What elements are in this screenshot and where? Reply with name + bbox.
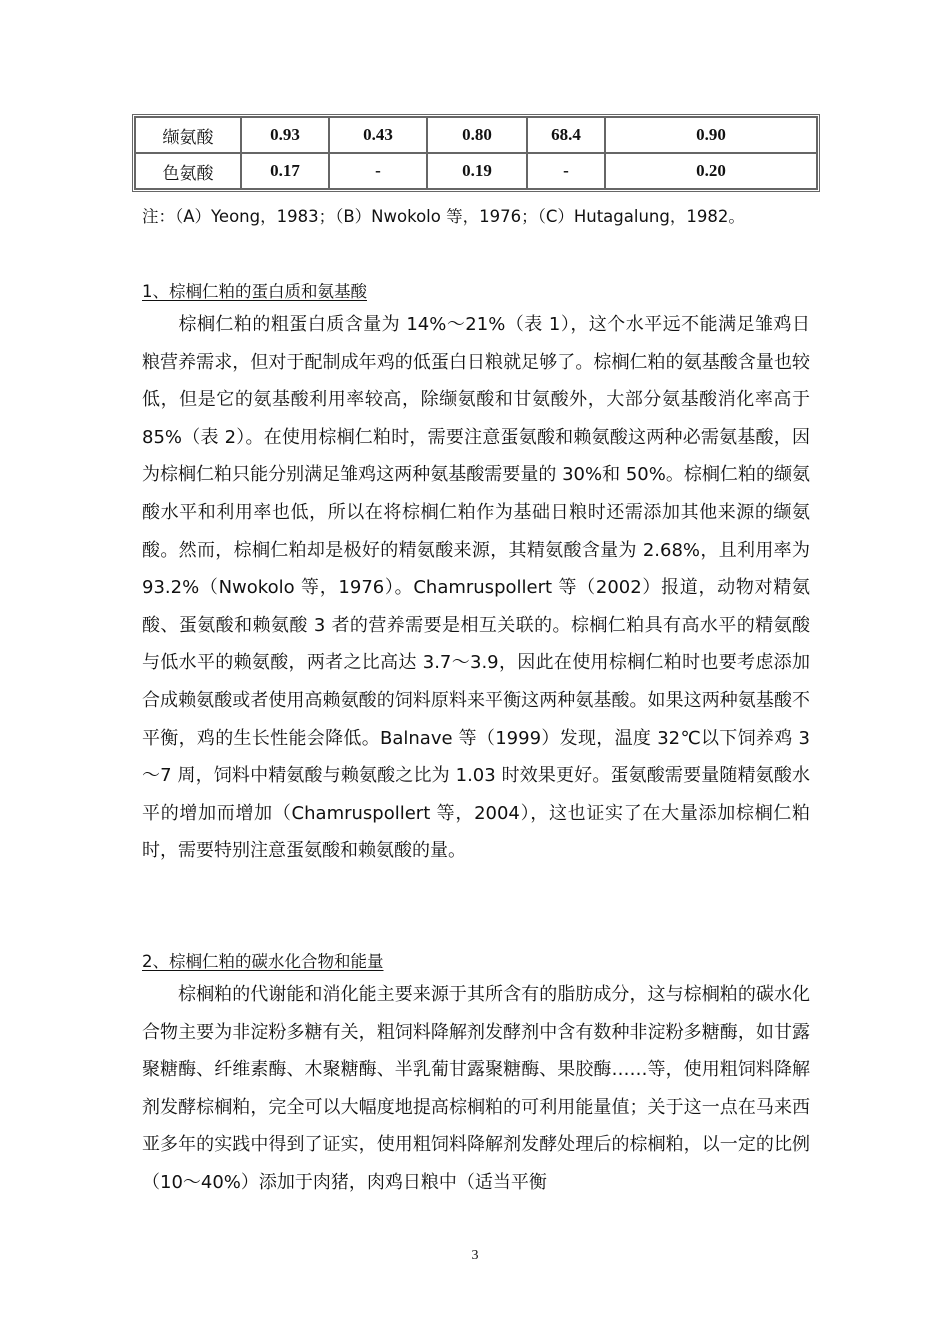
section-2-body [142, 976, 810, 1202]
table-cell-name: 缬氨酸 [135, 117, 241, 153]
table-cell-name: 色氨酸 [135, 153, 241, 189]
table-cell: - [329, 153, 427, 189]
section-1-text: 棕榈仁粕的粗蛋白质含量为 14%～21%（表 1），这个水平远不能满足雏鸡日粮营养需求，但对于配制成年鸡的低蛋白日粮就足够了。棕榈仁粕的氨基酸含量也较低，但是它的氨基酸利用率较高，除缬氨酸和甘氨酸外，大部分氨基酸消化率高于 85%（表 2）。在使用棕榈仁粕时，需要注意蛋氨酸和赖氨酸这两种必需氨基酸，因为棕榈仁粕只能分别满足雏鸡这两种氨基酸需要量的 30%和 50%。棕榈仁粕的缬氨酸水平和利用率也低，所以在将棕榈仁粕作为基础日粮时还需添加其他来源的缬氨酸。然而，棕榈仁粕却是极好的精氨酸来源，其精氨酸含量为 2.68%，且利用率为 93.2%（Nwokolo 等，1976）。Chamruspollert 等（2002）报道，动物对精氨酸、蛋氨酸和赖氨酸 3 者的营养需要是相互关联的。棕榈仁粕具有高水平的精氨酸与低水平的赖氨酸，两者之比高达 3.7～3.9，因此在使用棕榈仁粕时也要考虑添加合成赖氨酸或者使用高赖氨酸的饲料原料来平衡这两种氨基酸。如果这两种氨基酸不平衡，鸡的生长性能会降低。Balnave 等（1999）发现，温度 32℃以下饲养鸡 3～7 周，饲料中精氨酸与赖氨酸之比为 1.03 时效果更好。蛋氨酸需要量随精氨酸水平的增加而增加（Chamruspollert 等，2004），这也证实了在大量添加棕榈仁粕时，需要特别注意蛋氨酸和赖氨酸的量。 [142, 314, 810, 862]
table-row [135, 153, 817, 189]
table-cell: 0.80 [427, 117, 527, 153]
table-row [135, 117, 817, 153]
table-cell: 0.93 [241, 117, 329, 153]
table-cell: - [527, 153, 605, 189]
section-1-heading: 1、棕榈仁粕的蛋白质和氨基酸 [142, 282, 367, 301]
page-number: 3 [471, 1248, 479, 1263]
table-cell: 0.19 [427, 153, 527, 189]
table-cell: 0.43 [329, 117, 427, 153]
table-note: 注：（A）Yeong，1983；（B）Nwokolo 等，1976；（C）Hutagalung，1982。 [142, 207, 745, 226]
amino-acid-table [132, 114, 820, 192]
section-2-text: 棕榈粕的代谢能和消化能主要来源于其所含有的脂肪成分，这与棕榈粕的碳水化合物主要为非淀粉多糖有关，粗饲料降解剂发酵剂中含有数种非淀粉多糖酶，如甘露聚糖酶、纤维素酶、木聚糖酶、半乳葡甘露聚糖酶、果胶酶……等，使用粗饲料降解剂发酵棕榈粕，完全可以大幅度地提高棕榈粕的可利用能量值；关于这一点在马来西亚多年的实践中得到了证实，使用粗饲料降解剂发酵处理后的棕榈粕，以一定的比例（10～40%）添加于肉猪，肉鸡日粮中（适当平衡 [142, 984, 810, 1193]
table-cell: 0.17 [241, 153, 329, 189]
table-cell: 68.4 [527, 117, 605, 153]
table-cell: 0.20 [605, 153, 817, 189]
section-2-heading: 2、棕榈仁粕的碳水化合物和能量 [142, 952, 384, 971]
table-cell: 0.90 [605, 117, 817, 153]
section-1-body [142, 306, 810, 870]
